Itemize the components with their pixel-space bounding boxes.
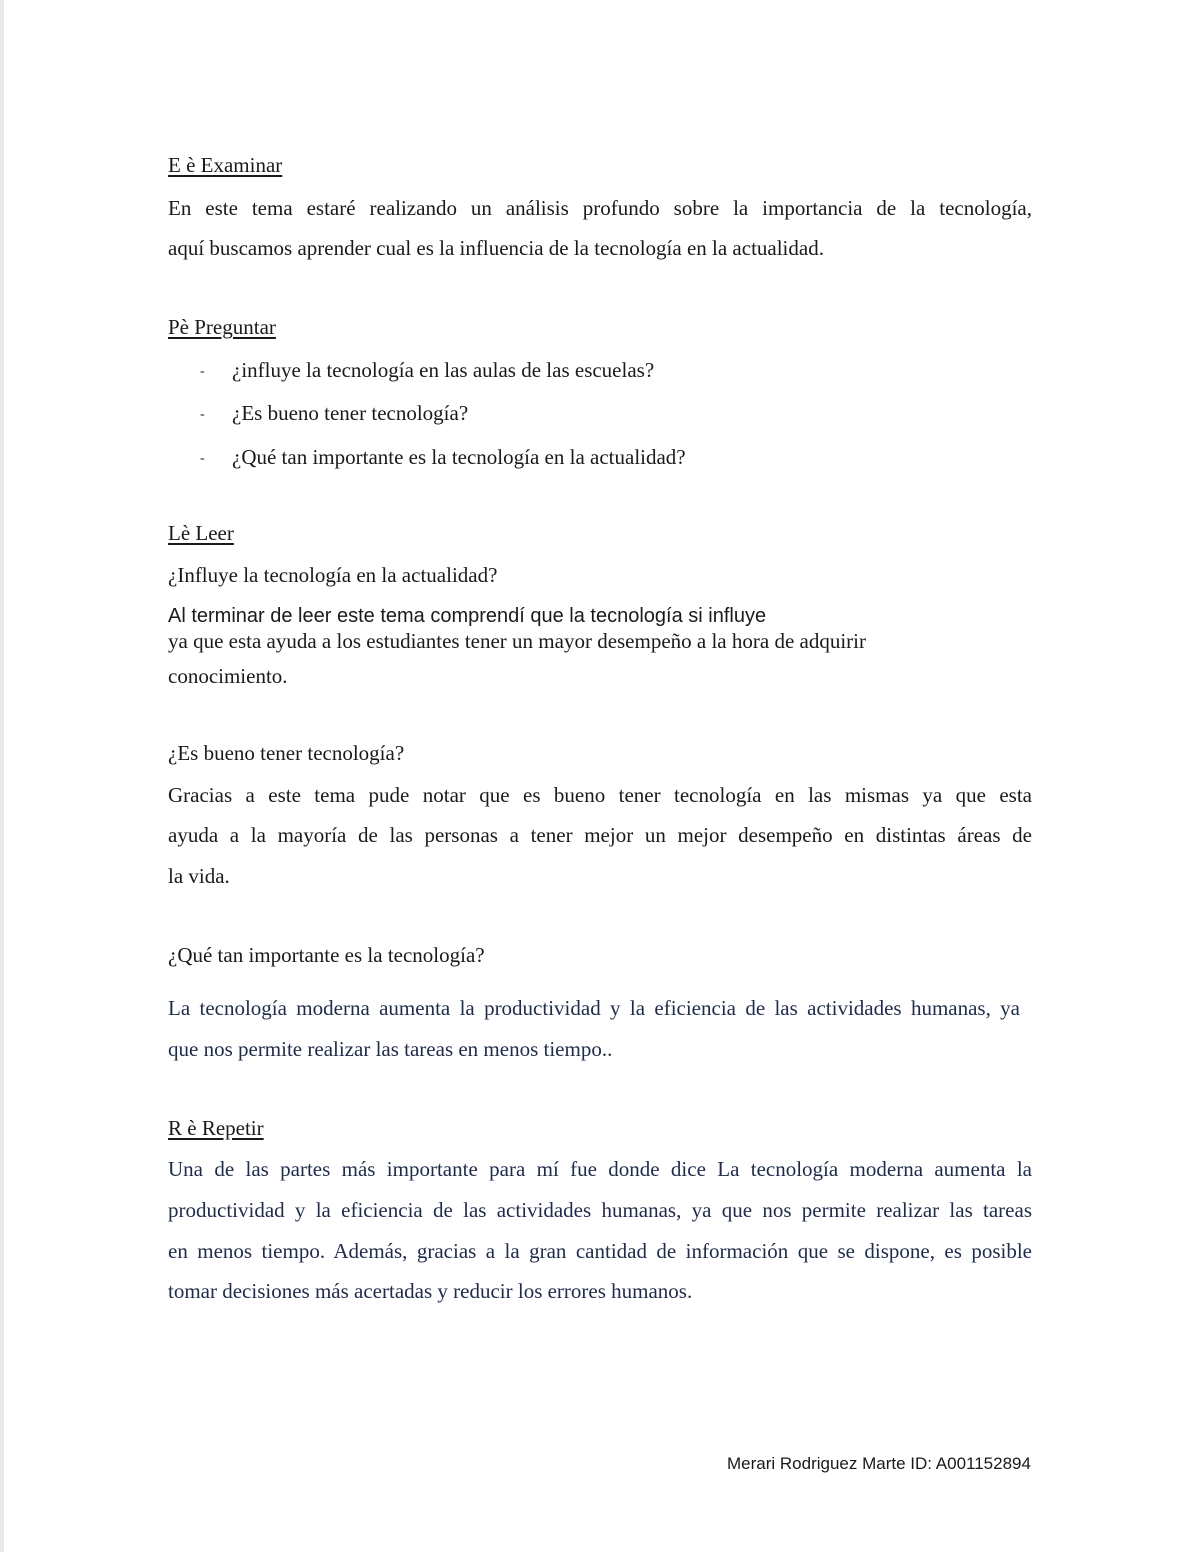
leer-q3-line-2: que nos permite realizar las tareas en menos tiempo.. <box>168 1037 613 1061</box>
question-text: ¿Es bueno tener tecnología? <box>232 401 469 425</box>
leer-q1-line-1: Al terminar de leer este tema comprendí que la tecnología si influye <box>168 605 767 627</box>
repetir-line-1: Una de las partes más importante para mí fue donde dice La tecnología moderna aumenta la <box>168 1157 1032 1181</box>
leer-q1-question: ¿Influye la tecnología en la actualidad? <box>168 563 498 587</box>
question-text: ¿influye la tecnología en las aulas de las escuelas? <box>232 358 655 382</box>
question-text: ¿Qué tan importante es la tecnología en la actualidad? <box>232 445 686 469</box>
heading-repetir: R è Repetir <box>168 1116 264 1140</box>
heading-leer: Lè Leer <box>168 521 234 545</box>
bullet-dash-icon: - <box>200 364 205 379</box>
repetir-line-2: productividad y la eficiencia de las actividades humanas, ya que nos permite realizar las tareas <box>168 1198 1032 1222</box>
bullet-dash-icon: - <box>200 407 205 422</box>
leer-q2-line-3: la vida. <box>168 864 230 888</box>
repetir-line-4: tomar decisiones más acertadas y reducir los errores humanos. <box>168 1279 693 1303</box>
examinar-line-1: En este tema estaré realizando un análisis profundo sobre la importancia de la tecnología, <box>168 196 1032 220</box>
leer-q1-line-2: ya que esta ayuda a los estudiantes tener un mayor desempeño a la hora de adquirir <box>168 629 866 653</box>
heading-examinar: E è Examinar <box>168 153 283 177</box>
repetir-line-3: en menos tiempo. Además, gracias a la gran cantidad de información que se dispone, es posible <box>168 1239 1032 1263</box>
bullet-dash-icon: - <box>200 451 205 466</box>
leer-q2-line-2: ayuda a la mayoría de las personas a tener mejor un mejor desempeño en distintas áreas de <box>168 823 1032 847</box>
leer-q3-line-1: La tecnología moderna aumenta la productividad y la eficiencia de las actividades humanas, ya <box>168 996 1020 1020</box>
page-edge <box>0 0 4 1552</box>
leer-q2-question: ¿Es bueno tener tecnología? <box>168 741 405 765</box>
examinar-line-2: aquí buscamos aprender cual es la influencia de la tecnología en la actualidad. <box>168 236 824 260</box>
leer-q3-question: ¿Qué tan importante es la tecnología? <box>168 943 485 967</box>
leer-q2-line-1: Gracias a este tema pude notar que es bueno tener tecnología en las mismas ya que esta <box>168 783 1032 807</box>
leer-q1-line-3: conocimiento. <box>168 664 288 688</box>
heading-preguntar: Pè Preguntar <box>168 315 276 339</box>
footer-author-id: Merari Rodriguez Marte ID: A001152894 <box>727 1454 1031 1473</box>
